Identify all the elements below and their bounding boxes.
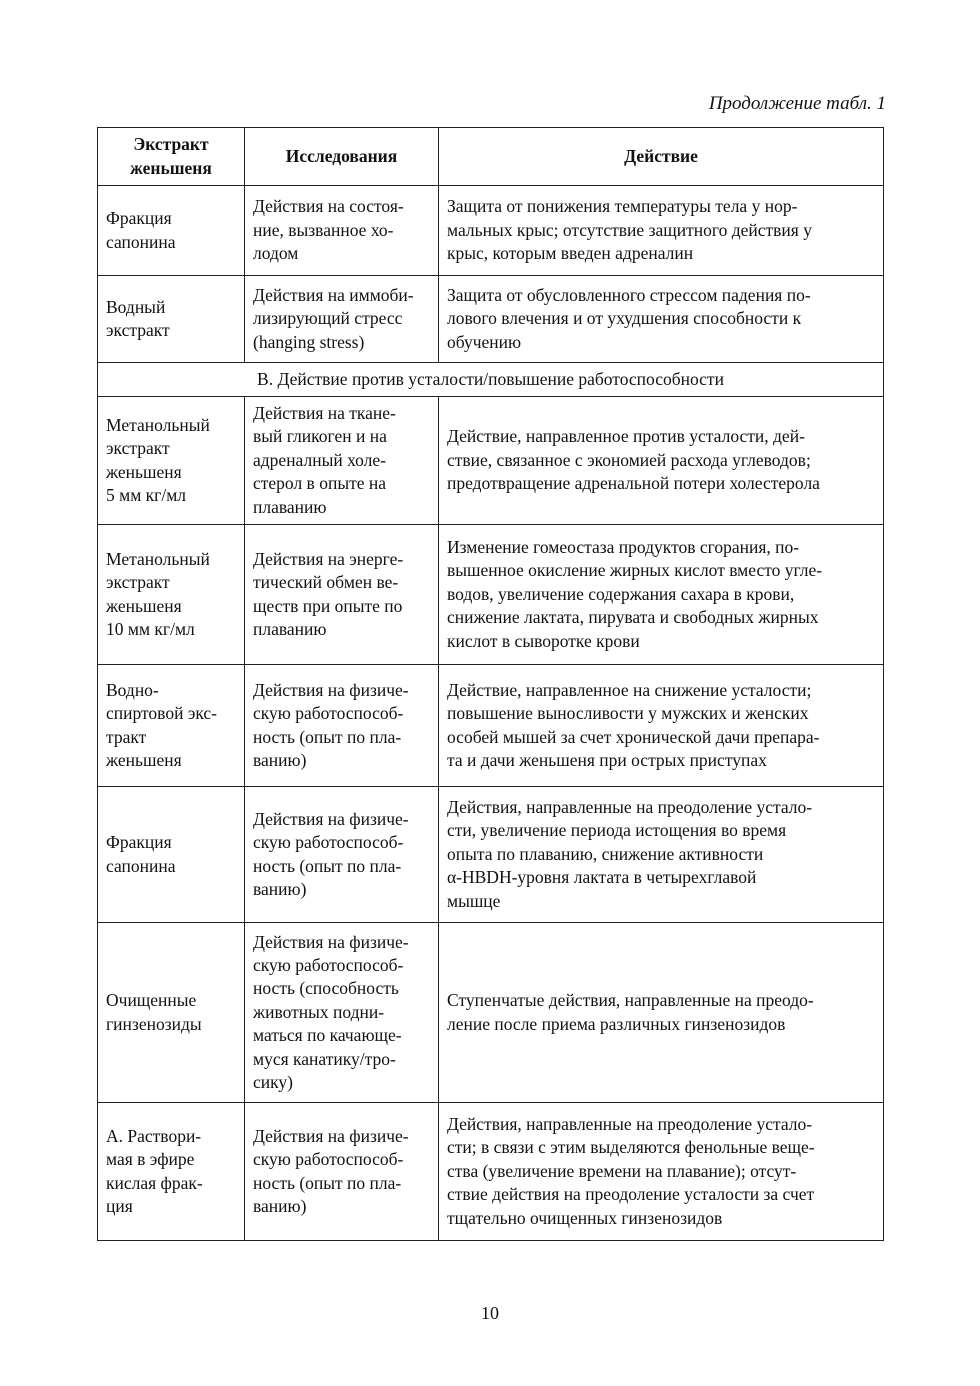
- cell-action: Действие, направленное против усталости, дей- ствие, связанное с экономией расхода углеводов; предотвращение адренальной потери холестерола: [439, 397, 884, 525]
- cell-studies: Действия на иммоби- лизирующий стресс (hanging stress): [245, 276, 439, 363]
- header-studies: Исследования: [245, 128, 439, 186]
- table-row: [98, 923, 884, 1103]
- cell-studies: Действия на энерге- тический обмен ве- ществ при опыте по плаванию: [245, 525, 439, 665]
- cell-extract: Метанольный экстракт женьшеня 10 мм кг/мл: [98, 525, 245, 665]
- cell-extract: А. Раствори- мая в эфире кислая фрак- ция: [98, 1103, 245, 1241]
- cell-studies: Действия на ткане- вый гликоген и на адреналный холе- стерол в опыте на плаванию: [245, 397, 439, 525]
- cell-extract: Фракция сапонина: [98, 787, 245, 923]
- cell-extract: Метанольный экстракт женьшеня 5 мм кг/мл: [98, 397, 245, 525]
- table-row: [98, 276, 884, 363]
- section-b-heading: В. Действие против усталости/повышение работоспособности: [98, 363, 884, 397]
- cell-action: Действия, направленные на преодоление устало- сти, увеличение периода истощения во время опыта по плаванию, снижение активности α-HBDH-уровня лактата в четырехглавой мышце: [439, 787, 884, 923]
- cell-action: Защита от обусловленного стрессом падения по- лового влечения и от ухудшения способности к обучению: [439, 276, 884, 363]
- cell-extract: Фракция сапонина: [98, 186, 245, 276]
- header-extract: Экстракт женьшеня: [98, 128, 245, 186]
- table-continuation-label: Продолжение табл. 1: [708, 93, 886, 114]
- cell-action: Ступенчатые действия, направленные на преодо- ление после приема различных гинзенозидов: [439, 923, 884, 1103]
- cell-extract: Водный экстракт: [98, 276, 245, 363]
- table-row: [98, 397, 884, 525]
- cell-studies: Действия на физиче- скую работоспособ- ность (способность животных подни- маться по качающе- муся канатику/тро- сику): [245, 923, 439, 1103]
- cell-studies: Действия на состоя- ние, вызванное хо- лодом: [245, 186, 439, 276]
- cell-studies: Действия на физиче- скую работоспособ- ность (опыт по пла- ванию): [245, 1103, 439, 1241]
- cell-extract: Водно- спиртовой экс- тракт женьшеня: [98, 665, 245, 787]
- table-row: [98, 787, 884, 923]
- cell-action: Защита от понижения температуры тела у нор- мальных крыс; отсутствие защитного действия у крыс, которым введен адреналин: [439, 186, 884, 276]
- table-header-row: [98, 128, 884, 186]
- section-heading-row: [98, 363, 884, 397]
- cell-studies: Действия на физиче- скую работоспособ- ность (опыт по пла- ванию): [245, 787, 439, 923]
- cell-extract: Очищенные гинзенозиды: [98, 923, 245, 1103]
- table-row: [98, 525, 884, 665]
- table-row: [98, 186, 884, 276]
- table-row: [98, 665, 884, 787]
- ginseng-effects-table: [97, 127, 884, 1241]
- header-action: Действие: [439, 128, 884, 186]
- cell-studies: Действия на физиче- скую работоспособ- ность (опыт по пла- ванию): [245, 665, 439, 787]
- cell-action: Изменение гомеостаза продуктов сгорания, по- вышенное окисление жирных кислот вместо угле- водов, увеличение содержания сахара в крови, снижение лактата, пирувата и свободных жирных кислот в сыворотке крови: [439, 525, 884, 665]
- cell-action: Действия, направленные на преодоление устало- сти; в связи с этим выделяются фенольные веще- ства (увеличение времени на плавание); отсут- ствие действия на преодоление усталости за счет тщательно очищенных гинзенозидов: [439, 1103, 884, 1241]
- cell-action: Действие, направленное на снижение усталости; повышение выносливости у мужских и женских особей мышей за счет хронической дачи препара- та и дачи женьшеня при острых приступах: [439, 665, 884, 787]
- table-row: [98, 1103, 884, 1241]
- page-number: 10: [481, 1303, 499, 1323]
